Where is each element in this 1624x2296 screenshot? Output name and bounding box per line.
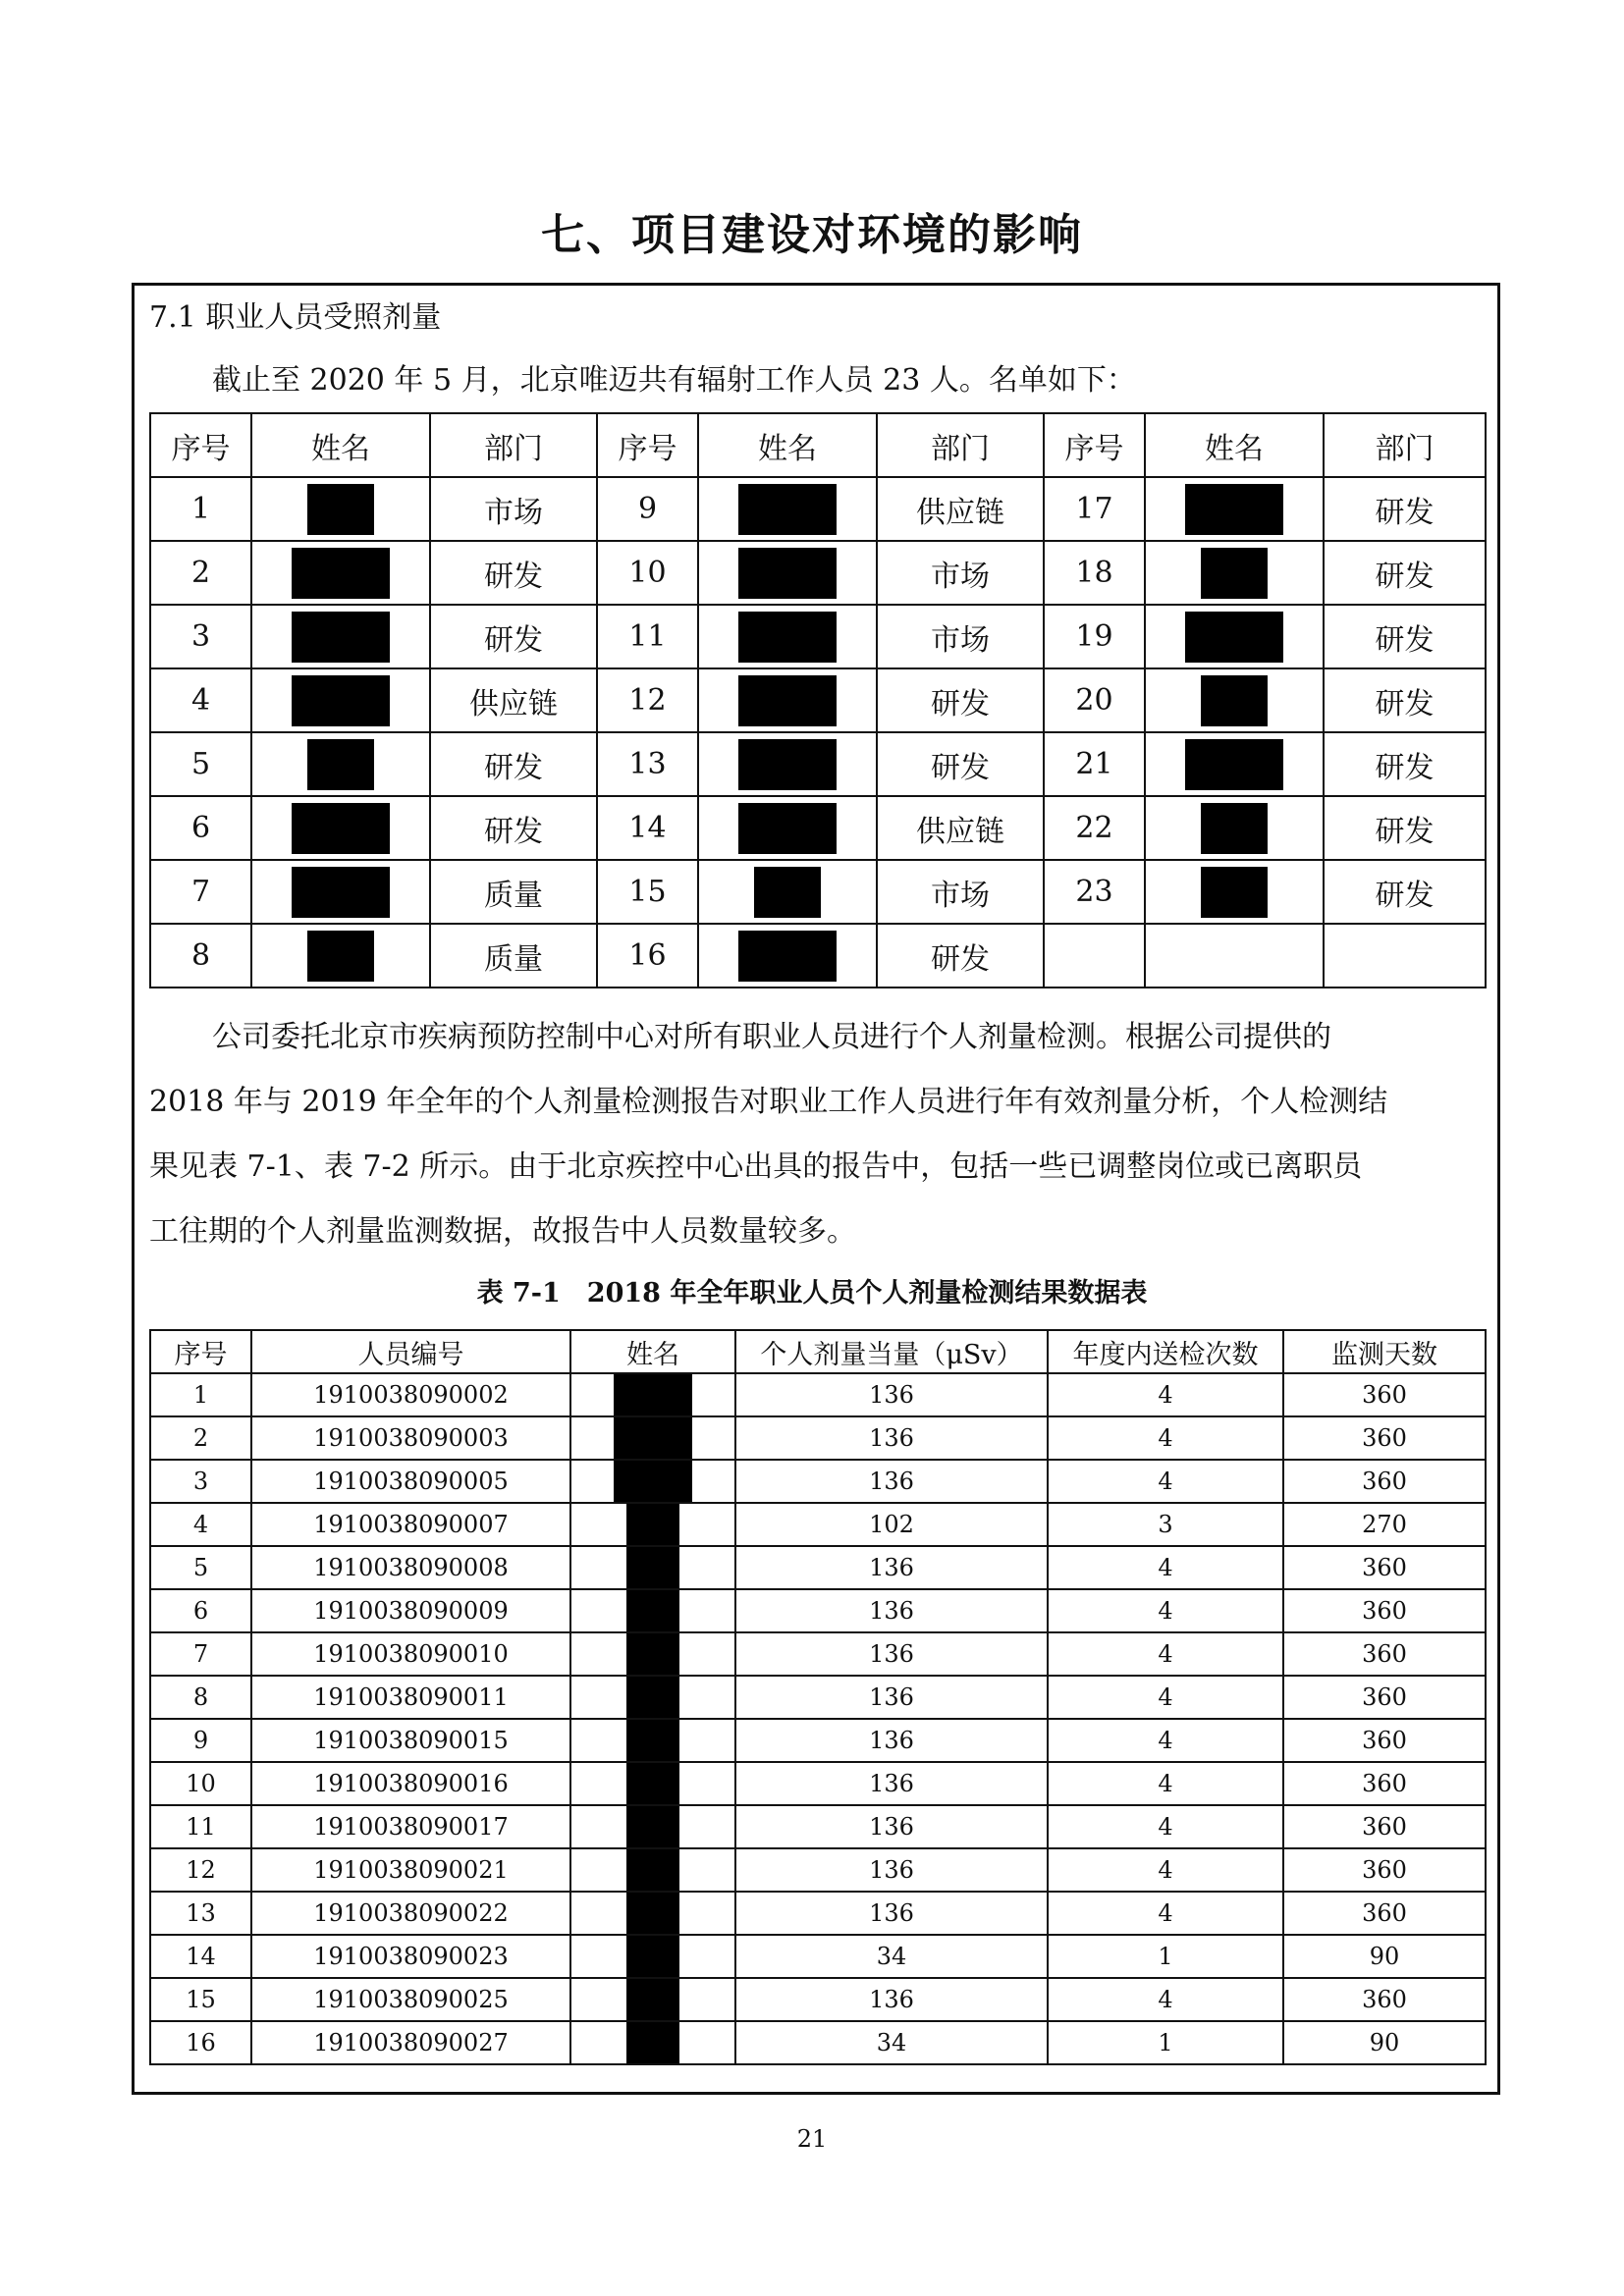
- staff-index-cell: 22: [1044, 796, 1145, 860]
- personnel-id-cell: 1910038090008: [251, 1546, 570, 1589]
- dose-index-cell: 11: [150, 1805, 251, 1848]
- dose-value-cell: 136: [735, 1589, 1048, 1632]
- staff-header-cell: 姓名: [1145, 413, 1324, 477]
- personnel-id-cell: 1910038090016: [251, 1762, 570, 1805]
- monitoring-days-cell: 360: [1283, 1589, 1486, 1632]
- staff-header-cell: 序号: [1044, 413, 1145, 477]
- staff-table-row: [150, 668, 1486, 732]
- personnel-id-cell: 1910038090005: [251, 1460, 570, 1503]
- staff-table-row: [150, 732, 1486, 796]
- personnel-id-cell: 1910038090010: [251, 1632, 570, 1676]
- redacted-name: [614, 1374, 692, 1415]
- staff-table-row: [150, 796, 1486, 860]
- redacted-name: [1201, 675, 1268, 726]
- dose-table-row: [150, 1632, 1486, 1676]
- dose-index-cell: 1: [150, 1373, 251, 1416]
- monitoring-days-cell: 360: [1283, 1416, 1486, 1460]
- staff-header-cell: 部门: [430, 413, 597, 477]
- monitoring-days-cell: 360: [1283, 1978, 1486, 2021]
- staff-department-cell: 研发: [877, 668, 1044, 732]
- redacted-name: [738, 675, 837, 726]
- redacted-name: [614, 1461, 692, 1502]
- staff-index-cell: 3: [150, 605, 251, 668]
- staff-index-cell: 21: [1044, 732, 1145, 796]
- personnel-id-cell: 1910038090015: [251, 1719, 570, 1762]
- staff-index-cell: [1044, 924, 1145, 988]
- dose-index-cell: 14: [150, 1935, 251, 1978]
- staff-department-cell: 质量: [430, 860, 597, 924]
- personnel-id-cell: 1910038090003: [251, 1416, 570, 1460]
- monitoring-days-cell: 360: [1283, 1892, 1486, 1935]
- dose-value-cell: 136: [735, 1762, 1048, 1805]
- personnel-id-cell: 1910038090007: [251, 1503, 570, 1546]
- dose-name-cell: [570, 1589, 735, 1632]
- staff-table-row: [150, 860, 1486, 924]
- dose-value-cell: 34: [735, 1935, 1048, 1978]
- dose-header-cell: 序号: [150, 1330, 251, 1373]
- staff-index-cell: 4: [150, 668, 251, 732]
- staff-name-cell: [698, 541, 877, 605]
- dose-header-cell: 个人剂量当量（μSv）: [735, 1330, 1048, 1373]
- dose-index-cell: 13: [150, 1892, 251, 1935]
- dose-index-cell: 8: [150, 1676, 251, 1719]
- redacted-name: [626, 1936, 679, 1977]
- dose-value-cell: 136: [735, 1892, 1048, 1935]
- dose-name-cell: [570, 1460, 735, 1503]
- page-number: 21: [796, 2125, 828, 2153]
- redacted-name: [1185, 612, 1283, 663]
- redacted-name: [626, 1504, 679, 1545]
- body-line-3: 果见表 7-1、表 7-2 所示。由于北京疾控中心出具的报告中，包括一些已调整岗位或已离职员: [149, 1149, 1363, 1184]
- dose-value-cell: 136: [735, 1460, 1048, 1503]
- dose-index-cell: 5: [150, 1546, 251, 1589]
- dose-index-cell: 4: [150, 1503, 251, 1546]
- dose-table-row: [150, 1676, 1486, 1719]
- submission-count-cell: 4: [1048, 1460, 1283, 1503]
- staff-department-cell: 研发: [430, 796, 597, 860]
- dose-name-cell: [570, 1935, 735, 1978]
- staff-name-cell: [1145, 860, 1324, 924]
- staff-name-cell: [251, 477, 430, 541]
- personnel-id-cell: 1910038090025: [251, 1978, 570, 2021]
- dose-table-row: [150, 1373, 1486, 1416]
- dose-table-row: [150, 1848, 1486, 1892]
- staff-name-cell: [251, 924, 430, 988]
- dose-table-row: [150, 1978, 1486, 2021]
- dose-value-cell: 136: [735, 1373, 1048, 1416]
- staff-name-cell: [1145, 605, 1324, 668]
- redacted-name: [738, 612, 837, 663]
- redacted-name: [626, 1763, 679, 1804]
- staff-name-cell: [251, 541, 430, 605]
- staff-department-cell: 研发: [1324, 541, 1486, 605]
- staff-name-cell: [251, 668, 430, 732]
- redacted-name: [626, 1547, 679, 1588]
- dose-header-cell: 人员编号: [251, 1330, 570, 1373]
- staff-department-cell: 研发: [1324, 732, 1486, 796]
- staff-name-cell: [698, 860, 877, 924]
- redacted-name: [626, 1849, 679, 1891]
- dose-value-cell: 136: [735, 1848, 1048, 1892]
- personnel-id-cell: 1910038090027: [251, 2021, 570, 2064]
- submission-count-cell: 4: [1048, 1546, 1283, 1589]
- dose-index-cell: 2: [150, 1416, 251, 1460]
- staff-department-cell: 研发: [430, 605, 597, 668]
- staff-index-cell: 15: [597, 860, 698, 924]
- submission-count-cell: 4: [1048, 1762, 1283, 1805]
- staff-department-cell: 研发: [1324, 668, 1486, 732]
- dose-table-row: [150, 1762, 1486, 1805]
- table-caption: 表 7-1 2018 年全年职业人员个人剂量检测结果数据表: [476, 1278, 1148, 1308]
- redacted-name: [292, 548, 390, 599]
- redacted-name: [1201, 803, 1268, 854]
- staff-table-row: [150, 924, 1486, 988]
- redacted-name: [292, 675, 390, 726]
- staff-name-cell: [698, 732, 877, 796]
- redacted-name: [1201, 867, 1268, 918]
- redacted-name: [307, 739, 374, 790]
- staff-index-cell: 8: [150, 924, 251, 988]
- body-paragraph: [149, 1005, 1485, 1264]
- staff-name-cell: [1145, 477, 1324, 541]
- dose-value-cell: 136: [735, 1632, 1048, 1676]
- submission-count-cell: 4: [1048, 1632, 1283, 1676]
- redacted-name: [307, 484, 374, 535]
- staff-department-cell: 研发: [1324, 605, 1486, 668]
- staff-department-cell: 研发: [1324, 796, 1486, 860]
- dose-index-cell: 9: [150, 1719, 251, 1762]
- personnel-id-cell: 1910038090011: [251, 1676, 570, 1719]
- staff-header-cell: 部门: [1324, 413, 1486, 477]
- monitoring-days-cell: 360: [1283, 1373, 1486, 1416]
- dose-index-cell: 16: [150, 2021, 251, 2064]
- redacted-name: [738, 931, 837, 982]
- dose-index-cell: 6: [150, 1589, 251, 1632]
- submission-count-cell: 1: [1048, 1935, 1283, 1978]
- staff-name-cell: [1145, 668, 1324, 732]
- redacted-name: [1185, 484, 1283, 535]
- section-heading: 7.1 职业人员受照剂量: [149, 300, 442, 335]
- monitoring-days-cell: 360: [1283, 1632, 1486, 1676]
- dose-table-header-row: [150, 1330, 1486, 1373]
- dose-table-row: [150, 1719, 1486, 1762]
- staff-name-cell: [698, 668, 877, 732]
- staff-name-cell: [1145, 924, 1324, 988]
- submission-count-cell: 1: [1048, 2021, 1283, 2064]
- staff-department-cell: 市场: [877, 860, 1044, 924]
- staff-department-cell: 供应链: [877, 477, 1044, 541]
- redacted-name: [626, 1677, 679, 1718]
- staff-header-cell: 姓名: [251, 413, 430, 477]
- redacted-name: [1201, 548, 1268, 599]
- redacted-name: [614, 1417, 692, 1459]
- redacted-name: [1185, 739, 1283, 790]
- dose-value-cell: 102: [735, 1503, 1048, 1546]
- dose-name-cell: [570, 1762, 735, 1805]
- submission-count-cell: 4: [1048, 1805, 1283, 1848]
- dose-name-cell: [570, 1719, 735, 1762]
- staff-department-cell: 研发: [877, 924, 1044, 988]
- submission-count-cell: 4: [1048, 1892, 1283, 1935]
- dose-header-cell: 年度内送检次数: [1048, 1330, 1283, 1373]
- monitoring-days-cell: 360: [1283, 1719, 1486, 1762]
- staff-index-cell: 23: [1044, 860, 1145, 924]
- dose-value-cell: 136: [735, 1546, 1048, 1589]
- dose-table-row: [150, 1589, 1486, 1632]
- staff-name-cell: [251, 796, 430, 860]
- staff-index-cell: 16: [597, 924, 698, 988]
- monitoring-days-cell: 360: [1283, 1805, 1486, 1848]
- monitoring-days-cell: 90: [1283, 2021, 1486, 2064]
- dose-value-cell: 136: [735, 1805, 1048, 1848]
- redacted-name: [626, 1633, 679, 1675]
- dose-index-cell: 3: [150, 1460, 251, 1503]
- submission-count-cell: 4: [1048, 1676, 1283, 1719]
- dose-name-cell: [570, 1978, 735, 2021]
- redacted-name: [738, 739, 837, 790]
- staff-index-cell: 18: [1044, 541, 1145, 605]
- monitoring-days-cell: 360: [1283, 1460, 1486, 1503]
- staff-name-cell: [698, 477, 877, 541]
- dose-value-cell: 34: [735, 2021, 1048, 2064]
- page-title: 七、项目建设对环境的影响: [541, 210, 1083, 260]
- dose-value-cell: 136: [735, 1416, 1048, 1460]
- redacted-name: [626, 1979, 679, 2020]
- staff-department-cell: 研发: [430, 732, 597, 796]
- staff-index-cell: 2: [150, 541, 251, 605]
- staff-name-cell: [251, 605, 430, 668]
- staff-index-cell: 10: [597, 541, 698, 605]
- staff-department-cell: 质量: [430, 924, 597, 988]
- dose-name-cell: [570, 1373, 735, 1416]
- submission-count-cell: 3: [1048, 1503, 1283, 1546]
- submission-count-cell: 4: [1048, 1416, 1283, 1460]
- dose-table-row: [150, 2021, 1486, 2064]
- personnel-id-cell: 1910038090017: [251, 1805, 570, 1848]
- dose-name-cell: [570, 1848, 735, 1892]
- redacted-name: [738, 803, 837, 854]
- dose-index-cell: 10: [150, 1762, 251, 1805]
- personnel-id-cell: 1910038090002: [251, 1373, 570, 1416]
- monitoring-days-cell: 90: [1283, 1935, 1486, 1978]
- staff-name-cell: [251, 860, 430, 924]
- redacted-name: [626, 1590, 679, 1631]
- staff-header-cell: 序号: [150, 413, 251, 477]
- redacted-name: [307, 931, 374, 982]
- staff-department-cell: 市场: [430, 477, 597, 541]
- staff-name-cell: [698, 924, 877, 988]
- dose-name-cell: [570, 1546, 735, 1589]
- redacted-name: [754, 867, 821, 918]
- staff-department-cell: 研发: [1324, 860, 1486, 924]
- staff-table-row: [150, 605, 1486, 668]
- dose-name-cell: [570, 1632, 735, 1676]
- redacted-name: [738, 484, 837, 535]
- staff-index-cell: 20: [1044, 668, 1145, 732]
- redacted-name: [292, 803, 390, 854]
- dose-name-cell: [570, 1503, 735, 1546]
- intro-paragraph: 截止至 2020 年 5 月，北京唯迈共有辐射工作人员 23 人。名单如下：: [212, 363, 1136, 398]
- staff-department-cell: 研发: [1324, 477, 1486, 541]
- dose-index-cell: 7: [150, 1632, 251, 1676]
- personnel-id-cell: 1910038090009: [251, 1589, 570, 1632]
- staff-department-cell: 研发: [877, 732, 1044, 796]
- staff-name-cell: [1145, 796, 1324, 860]
- dose-value-cell: 136: [735, 1719, 1048, 1762]
- staff-header-cell: 序号: [597, 413, 698, 477]
- staff-header-cell: 部门: [877, 413, 1044, 477]
- staff-index-cell: 1: [150, 477, 251, 541]
- staff-header-cell: 姓名: [698, 413, 877, 477]
- redacted-name: [626, 1806, 679, 1847]
- staff-name-cell: [698, 605, 877, 668]
- staff-index-cell: 5: [150, 732, 251, 796]
- dose-name-cell: [570, 1892, 735, 1935]
- redacted-name: [292, 867, 390, 918]
- staff-table-header-row: [150, 413, 1486, 477]
- staff-department-cell: [1324, 924, 1486, 988]
- personnel-id-cell: 1910038090023: [251, 1935, 570, 1978]
- staff-index-cell: 19: [1044, 605, 1145, 668]
- monitoring-days-cell: 270: [1283, 1503, 1486, 1546]
- staff-department-cell: 供应链: [430, 668, 597, 732]
- staff-index-cell: 7: [150, 860, 251, 924]
- staff-department-cell: 研发: [430, 541, 597, 605]
- dose-index-cell: 12: [150, 1848, 251, 1892]
- redacted-name: [292, 612, 390, 663]
- personnel-id-cell: 1910038090021: [251, 1848, 570, 1892]
- body-line-2: 2018 年与 2019 年全年的个人剂量检测报告对职业工作人员进行年有效剂量分析，个人检测结: [149, 1085, 1388, 1119]
- staff-index-cell: 14: [597, 796, 698, 860]
- staff-index-cell: 9: [597, 477, 698, 541]
- dose-name-cell: [570, 1805, 735, 1848]
- dose-name-cell: [570, 2021, 735, 2064]
- staff-index-cell: 13: [597, 732, 698, 796]
- staff-name-cell: [698, 796, 877, 860]
- dose-table: [149, 1329, 1487, 2065]
- staff-table-row: [150, 477, 1486, 541]
- staff-department-cell: 供应链: [877, 796, 1044, 860]
- submission-count-cell: 4: [1048, 1848, 1283, 1892]
- redacted-name: [738, 548, 837, 599]
- personnel-id-cell: 1910038090022: [251, 1892, 570, 1935]
- staff-name-cell: [1145, 732, 1324, 796]
- staff-index-cell: 12: [597, 668, 698, 732]
- body-line-4: 工往期的个人剂量监测数据，故报告中人员数量较多。: [149, 1214, 856, 1249]
- dose-table-row: [150, 1935, 1486, 1978]
- redacted-name: [626, 1720, 679, 1761]
- staff-table-row: [150, 541, 1486, 605]
- dose-name-cell: [570, 1416, 735, 1460]
- dose-value-cell: 136: [735, 1978, 1048, 2021]
- submission-count-cell: 4: [1048, 1373, 1283, 1416]
- staff-name-cell: [251, 732, 430, 796]
- body-line-1: 公司委托北京市疾病预防控制中心对所有职业人员进行个人剂量检测。根据公司提供的: [212, 1020, 1331, 1054]
- staff-department-cell: 市场: [877, 541, 1044, 605]
- dose-index-cell: 15: [150, 1978, 251, 2021]
- dose-header-cell: 姓名: [570, 1330, 735, 1373]
- dose-name-cell: [570, 1676, 735, 1719]
- submission-count-cell: 4: [1048, 1978, 1283, 2021]
- staff-index-cell: 6: [150, 796, 251, 860]
- dose-table-row: [150, 1416, 1486, 1460]
- monitoring-days-cell: 360: [1283, 1762, 1486, 1805]
- dose-header-cell: 监测天数: [1283, 1330, 1486, 1373]
- dose-table-row: [150, 1892, 1486, 1935]
- dose-table-row: [150, 1546, 1486, 1589]
- staff-index-cell: 11: [597, 605, 698, 668]
- dose-table-row: [150, 1805, 1486, 1848]
- staff-department-cell: 市场: [877, 605, 1044, 668]
- redacted-name: [626, 2022, 679, 2063]
- dose-table-row: [150, 1503, 1486, 1546]
- dose-value-cell: 136: [735, 1676, 1048, 1719]
- monitoring-days-cell: 360: [1283, 1546, 1486, 1589]
- submission-count-cell: 4: [1048, 1719, 1283, 1762]
- staff-index-cell: 17: [1044, 477, 1145, 541]
- dose-table-row: [150, 1460, 1486, 1503]
- redacted-name: [626, 1893, 679, 1934]
- monitoring-days-cell: 360: [1283, 1676, 1486, 1719]
- submission-count-cell: 4: [1048, 1589, 1283, 1632]
- monitoring-days-cell: 360: [1283, 1848, 1486, 1892]
- staff-name-cell: [1145, 541, 1324, 605]
- staff-table: [149, 412, 1487, 988]
